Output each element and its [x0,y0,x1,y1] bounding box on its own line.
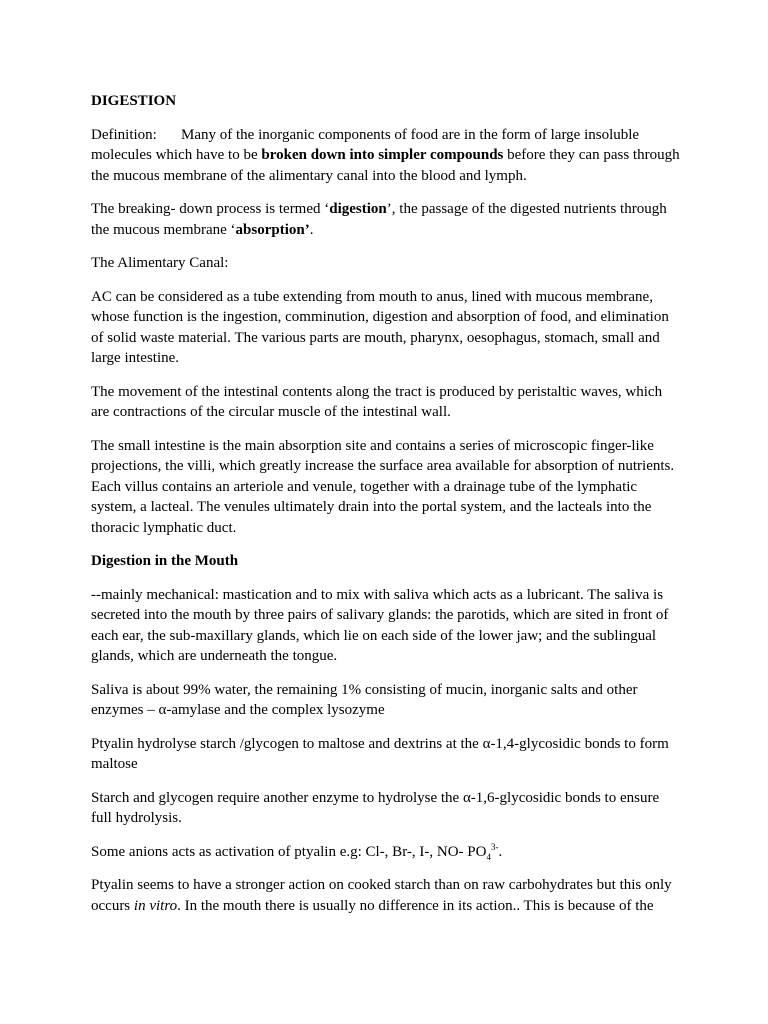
ptyalin-paragraph: Ptyalin hydrolyse starch /glycogen to maltose and dextrins at the α-1,4-glycosidic bonds to form maltose [91,735,669,772]
saliva-paragraph: Saliva is about 99% water, the remaining 1% consisting of mucin, inorganic salts and other enzymes – α-amylase and the complex lysozyme [91,681,638,718]
absorption-term: absorption’ [235,221,310,238]
anions-text-1: Some anions acts as activation of ptyalin e.g: Cl-, Br-, I-, NO- PO [91,843,487,860]
definition-label: Definition: [91,126,157,143]
definition-text-2: before they can pass through the mucous membrane of the alimentary canal into the blood and lymph. [91,147,680,184]
ac-paragraph: AC can be considered as a tube extending from mouth to anus, lined with mucous membrane, whose function is the ingestion, comminution, digestion and absorption of food, and elimination of solid waste material. The various parts are mouth, pharynx, oesophagus, stomach, small and large intestine. [91,288,669,366]
anions-subscript: 4 [486,851,491,862]
anions-superscript: 3- [490,841,499,852]
document-page [91,91,683,929]
small-intestine-paragraph: The small intestine is the main absorption site and contains a series of microscopic finger-like projections, the villi, which greatly increase the surface area available for absorption of nutrients. Each villus contains an arteriole and venule, together with a drainage tube of the lymphatic system, a lacteal. The venules ultimately drain into the portal system, and the lacteals into the thoracic lymphatic duct. [91,437,675,536]
ptyalin-action-text-1: Ptyalin seems to have a stronger action on cooked starch than on raw carbohydrates but this only occurs [91,877,672,914]
document-title: DIGESTION [91,93,177,109]
definition-bold: broken down into simpler compounds [261,147,504,163]
anions-paragraph [91,842,683,863]
ptyalin-action-text-2: . In the mouth there is usually no difference in its action.. This is because of the [177,897,654,914]
mouth-heading: Digestion in the Mouth [91,553,239,569]
breaking-down-paragraph [91,199,683,240]
mouth-paragraph: --mainly mechanical: mastication and to mix with saliva which acts as a lubricant. The saliva is secreted into the mouth by three pairs of salivary glands: the parotids, which are sited in front of each ear, the sub-maxillary glands, which lie on each side of the lower jaw; and the sublingual glands, which are underneath the tongue. [91,586,669,664]
starch-paragraph: Starch and glycogen require another enzyme to hydrolyse the α-1,6-glycosidic bonds to ensure full hydrolysis. [91,789,660,826]
breaking-down-text-3: . [309,221,314,238]
movement-paragraph: The movement of the intestinal contents along the tract is produced by peristaltic waves, which are contractions of the circular muscle of the intestinal wall. [91,383,663,420]
digestion-term: digestion [329,201,387,217]
definition-text-1: Many of the inorganic components of food are in the form of large insoluble molecules which have to be [91,126,640,163]
in-vitro-term: in vitro [133,897,178,914]
definition-paragraph [91,125,683,187]
alimentary-canal-heading: The Alimentary Canal: [91,255,229,271]
anions-text-2: . [498,843,503,860]
breaking-down-text-2: ’, the passage of the digested nutrients through the mucous membrane ‘ [91,201,667,238]
breaking-down-text-1: The breaking- down process is termed ‘ [91,201,330,217]
ptyalin-action-paragraph [91,875,683,916]
